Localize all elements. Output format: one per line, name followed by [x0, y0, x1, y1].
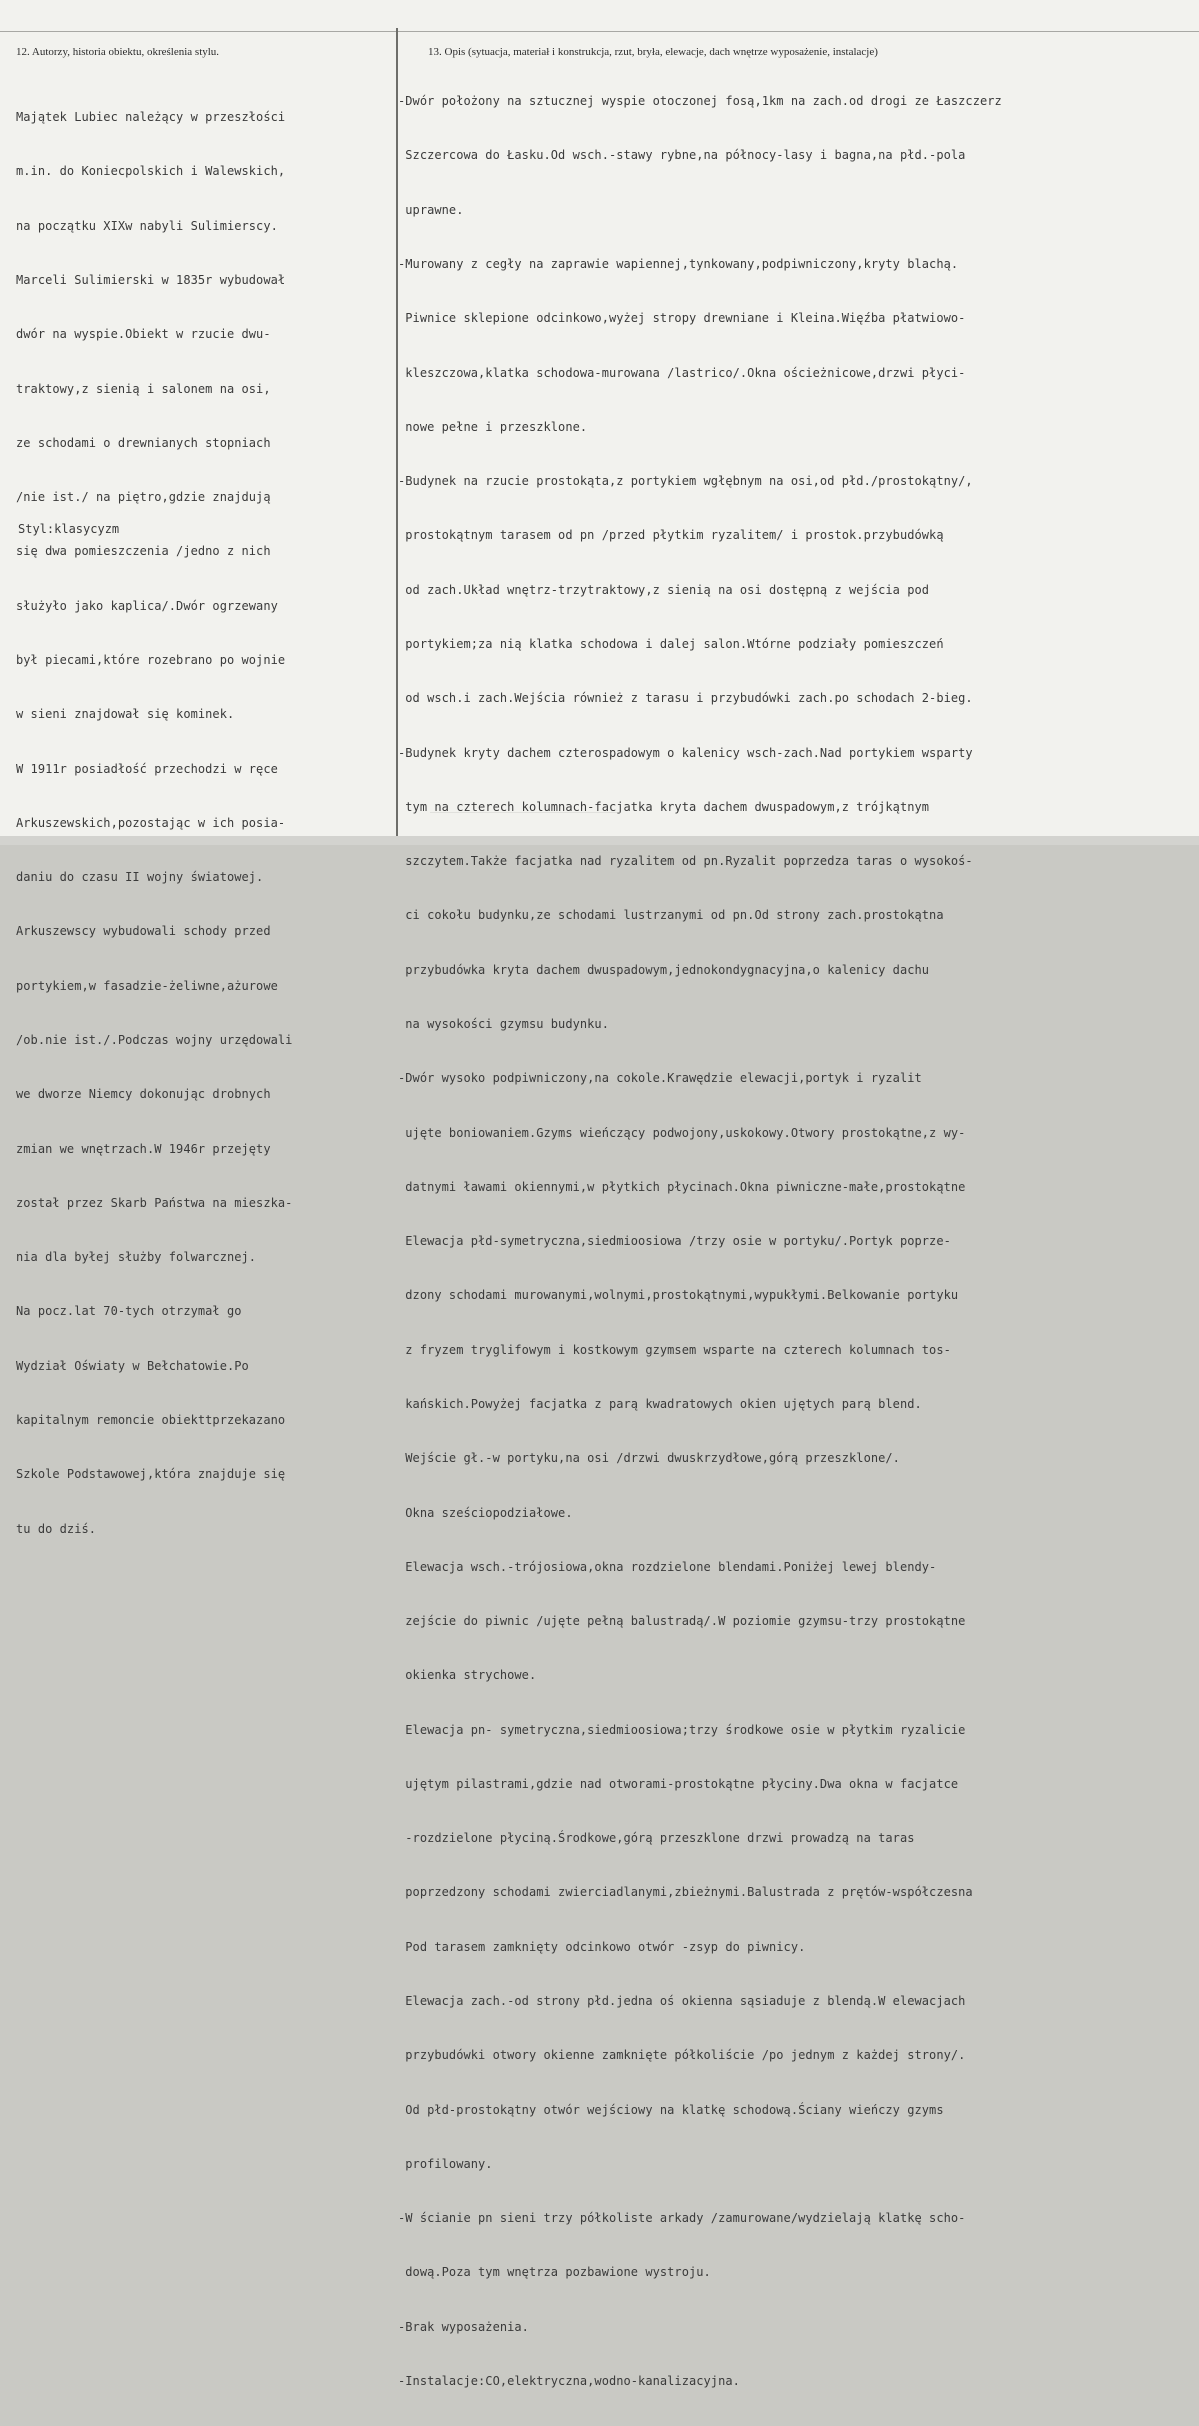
history-line: Arkuszewscy wybudowali schody przed: [16, 924, 271, 939]
description-line: od zach.Układ wnętrz-trzytraktowy,z sienią na osi dostępną z wejścia pod: [398, 582, 930, 597]
description-line: na wysokości gzymsu budynku.: [398, 1016, 609, 1031]
bleed-through-mark: [430, 812, 620, 827]
history-line: w sieni znajdował się kominek.: [16, 707, 235, 722]
description-line: portykiem;za nią klatka schodowa i dalej salon.Wtórne podziały pomieszczeń: [398, 637, 944, 651]
description-line: Elewacja pn- symetryczna,siedmioosiowa;trzy środkowe osie w płytkim ryzalicie: [398, 1722, 966, 1737]
history-line: /ob.nie ist./.Podczas wojny urzędowali: [16, 1032, 293, 1047]
description-line: ujęte boniowaniem.Gzyms wieńczący podwojony,uskokowy.Otwory prostokątne,z wy-: [398, 1125, 966, 1140]
description-line: -rozdzielone płyciną.Środkowe,górą przeszklone drzwi prowadzą na taras: [398, 1831, 915, 1846]
history-line: W 1911r posiadłość przechodzi w ręce: [16, 761, 278, 776]
history-line: się dwa pomieszczenia /jedno z nich: [16, 544, 271, 559]
top-rule: [0, 31, 1199, 32]
history-line: Majątek Lubiec należący w przeszłości: [16, 110, 286, 125]
description-line: przybudówka kryta dachem dwuspadowym,jednokondygnacyjna,o kalenicy dachu: [398, 962, 930, 977]
history-line: kapitalnym remoncie obiekttprzekazano: [16, 1412, 286, 1427]
description-section-heading: 13. Opis (sytuacja, materiał i konstrukcja, rzut, bryła, elewacje, dach wnętrze wyposażenie, instalacje): [428, 46, 878, 58]
description-line: -Murowany z cegły na zaprawie wapiennej,tynkowany,podpiwniczony,kryty blachą.: [398, 257, 959, 272]
history-line: był piecami,które rozebrano po wojnie: [16, 653, 286, 667]
description-line: -Brak wyposażenia.: [398, 2319, 529, 2334]
history-line: traktowy,z sienią i salonem na osi,: [16, 381, 271, 396]
history-text-block: [16, 72, 292, 1574]
description-line: Piwnice sklepione odcinkowo,wyżej stropy drewniane i Kleina.Więźba płatwiowo-: [398, 311, 966, 326]
description-line: -Budynek na rzucie prostokąta,z portykiem wgłębnym na osi,od płd./prostokątny/,: [398, 474, 973, 489]
description-line: Od płd-prostokątny otwór wejściowy na klatkę schodową.Ściany wieńczy gzyms: [398, 2102, 944, 2117]
history-line: służyło jako kaplica/.Dwór ogrzewany: [16, 598, 278, 613]
history-line: Marceli Sulimierski w 1835r wybudował: [16, 273, 286, 288]
description-line: przybudówki otwory okienne zamknięte półkoliście /po jednym z każdej strony/.: [398, 2048, 966, 2063]
description-line: ujętym pilastrami,gdzie nad otworami-prostokątne płyciny.Dwa okna w facjatce: [398, 1776, 959, 1791]
description-line: Szczercowa do Łasku.Od wsch.-stawy rybne,na północy-lasy i bagna,na płd.-pola: [398, 148, 966, 163]
description-line: kańskich.Powyżej facjatka z parą kwadratowych okien ujętych parą blend.: [398, 1396, 922, 1411]
history-line: na początku XIXw nabyli Sulimierscy.: [16, 218, 278, 233]
description-line: dzony schodami murowanymi,wolnymi,prostokątnymi,wypukłymi.Belkowanie portyku: [398, 1288, 959, 1303]
history-line: tu do dziś.: [16, 1521, 97, 1536]
description-line: od wsch.i zach.Wejścia również z tarasu i przybudówki zach.po schodach 2-bieg.: [398, 691, 973, 706]
description-line: prostokątnym tarasem od pn /przed płytkim ryzalitem/ i prostok.przybudówką: [398, 528, 944, 543]
description-line: zejście do piwnic /ujęte pełną balustradą/.W poziomie gzymsu-trzy prostokątne: [398, 1614, 966, 1629]
history-line: portykiem,w fasadzie-żeliwne,ażurowe: [16, 978, 278, 993]
description-line: -Instalacje:CO,elektryczna,wodno-kanalizacyjna.: [398, 2374, 740, 2388]
description-line: -Dwór wysoko podpiwniczony,na cokole.Krawędzie elewacji,portyk i ryzalit: [398, 1071, 922, 1086]
description-line: okienka strychowe.: [398, 1668, 537, 1683]
history-line: Arkuszewskich,pozostając w ich posia-: [16, 815, 286, 830]
description-line: uprawne.: [398, 202, 464, 217]
history-line: zmian we wnętrzach.W 1946r przejęty: [16, 1141, 271, 1156]
description-line: Pod tarasem zamknięty odcinkowo otwór -zsyp do piwnicy.: [398, 1939, 806, 1954]
description-line: datnymi ławami okiennymi,w płytkich płycinach.Okna piwniczne-małe,prostokątne: [398, 1179, 966, 1194]
description-line: szczytem.Także facjatka nad ryzalitem od pn.Ryzalit poprzedza taras o wysokoś-: [398, 854, 973, 869]
history-line: Szkole Podstawowej,która znajduje się: [16, 1467, 286, 1482]
history-line: ze schodami o drewnianych stopniach: [16, 435, 271, 450]
description-line: z fryzem tryglifowym i kostkowym gzymsem wsparte na czterech kolumnach tos-: [398, 1342, 951, 1357]
history-line: dwór na wyspie.Obiekt w rzucie dwu-: [16, 327, 271, 342]
history-section-heading: 12. Autorzy, historia obiektu, określenia stylu.: [16, 46, 220, 58]
description-line: -Dwór położony na sztucznej wyspie otoczonej fosą,1km na zach.od drogi ze Łaszczerz: [398, 94, 1002, 109]
description-line: profilowany.: [398, 2156, 493, 2171]
description-line: Okna sześciopodziałowe.: [398, 1505, 573, 1520]
description-line: Elewacja wsch.-trójosiowa,okna rozdzielone blendami.Poniżej lewej blendy-: [398, 1559, 937, 1574]
description-line: -Budynek kryty dachem czterospadowym o kalenicy wsch-zach.Nad portykiem wsparty: [398, 745, 973, 760]
history-line: nia dla byłej służby folwarcznej.: [16, 1250, 257, 1265]
history-line: Na pocz.lat 70-tych otrzymał go: [16, 1304, 242, 1319]
description-line: -W ścianie pn sieni trzy półkoliste arkady /zamurowane/wydzielają klatkę scho-: [398, 2211, 966, 2226]
history-line: /nie ist./ na piętro,gdzie znajdują: [16, 490, 271, 505]
history-line: daniu do czasu II wojny światowej.: [16, 870, 264, 885]
description-line: Wejście gł.-w portyku,na osi /drzwi dwuskrzydłowe,górą przeszklone/.: [398, 1451, 900, 1466]
description-line: nowe pełne i przeszklone.: [398, 419, 588, 434]
description-line: dową.Poza tym wnętrza pozbawione wystroju.: [398, 2265, 711, 2280]
description-line: ci cokołu budynku,ze schodami lustrzanymi od pn.Od strony zach.prostokątna: [398, 908, 944, 923]
history-line: m.in. do Koniecpolskich i Walewskich,: [16, 164, 286, 179]
history-line: we dworze Niemcy dokonując drobnych: [16, 1087, 271, 1102]
description-line: kleszczowa,klatka schodowa-murowana /lastrico/.Okna ościeżnicowe,drzwi płyci-: [398, 365, 966, 380]
description-line: tym na czterech kolumnach-facjatka kryta dachem dwuspadowym,z trójkątnym: [398, 799, 930, 814]
description-line: Elewacja płd-symetryczna,siedmioosiowa /trzy osie w portyku/.Portyk poprze-: [398, 1234, 951, 1249]
description-line: Elewacja zach.-od strony płd.jedna oś okienna sąsiaduje z blendą.W elewacjach: [398, 1994, 966, 2009]
style-label: Styl:klasycyzm: [18, 522, 120, 536]
description-line: poprzedzony schodami zwierciadlanymi,zbieżnymi.Balustrada z prętów-współczesna: [398, 1885, 973, 1900]
description-text-block: [398, 56, 1002, 2426]
history-line: został przez Skarb Państwa na mieszka-: [16, 1195, 293, 1210]
page-bottom-edge: [0, 836, 1199, 845]
history-line: Wydział Oświaty w Bełchatowie.Po: [16, 1358, 249, 1373]
